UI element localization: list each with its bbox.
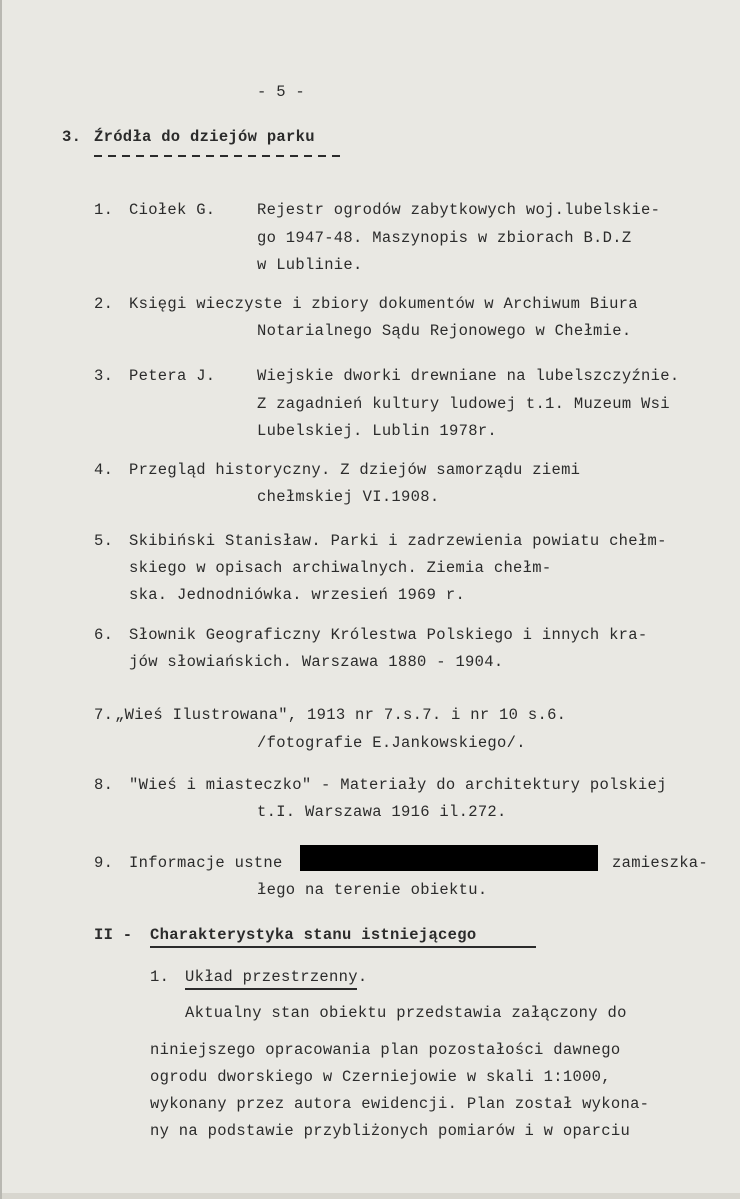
source-5-line-1: Skibiński Stanisław. Parki i zadrzewienia powiatu chełm-: [129, 532, 667, 550]
section-3-heading: Źródła do dziejów parku: [94, 128, 315, 146]
section-2-underline: [150, 946, 536, 948]
page-number: - 5 -: [257, 83, 306, 101]
source-8-line-2: t.I. Warszawa 1916 il.272.: [257, 803, 507, 821]
paragraph-line-5: ny na podstawie przybliżonych pomiarów i w oparciu: [150, 1122, 631, 1140]
source-2-line-2: Notarialnego Sądu Rejonowego w Chełmie.: [257, 322, 632, 340]
source-6-line-2: jów słowiańskich. Warszawa 1880 - 1904.: [129, 653, 504, 671]
source-9-line-2: łego na terenie obiektu.: [257, 881, 488, 899]
source-4-line-2: chełmskiej VI.1908.: [257, 488, 440, 506]
subsection-1-underline: [185, 988, 357, 990]
source-3-line-1: Wiejskie dworki drewniane na lubelszczyźnie.: [257, 367, 680, 385]
section-3-number: 3.: [62, 128, 82, 146]
source-9-line-1-end: zamieszka-: [612, 854, 709, 872]
source-7-number: 7.: [94, 706, 114, 724]
source-1-line-3: w Lublinie.: [257, 256, 363, 274]
source-3-number: 3.: [94, 367, 114, 385]
source-9-number: 9.: [94, 854, 114, 872]
source-3-line-2: Z zagadnień kultury ludowej t.1. Muzeum Wsi: [257, 395, 670, 413]
source-7-line-1: „Wieś Ilustrowana", 1913 nr 7.s.7. i nr 10 s.6.: [115, 706, 567, 724]
subsection-1-number: 1.: [150, 968, 170, 986]
source-4-line-1: Przegląd historyczny. Z dziejów samorządu ziemi: [129, 461, 581, 479]
source-6-number: 6.: [94, 626, 114, 644]
source-5-line-3: ska. Jednodniówka. wrzesień 1969 r.: [129, 586, 466, 604]
source-2-number: 2.: [94, 295, 114, 313]
source-9-line-1-start: Informacje ustne: [129, 854, 283, 872]
source-1-line-2: go 1947-48. Maszynopis w zbiorach B.D.Z: [257, 229, 632, 247]
source-7-line-2: /fotografie E.Jankowskiego/.: [257, 734, 526, 752]
subsection-1-heading: Układ przestrzenny.: [185, 968, 368, 986]
section-2-number: II -: [94, 926, 133, 944]
section-2-heading: Charakterystyka stanu istniejącego: [150, 926, 477, 944]
page-bottom-edge: [2, 1193, 740, 1199]
source-8-number: 8.: [94, 776, 114, 794]
source-2-line-1: Księgi wieczyste i zbiory dokumentów w Archiwum Biura: [129, 295, 638, 313]
section-3-dashed-underline: [94, 155, 342, 157]
source-5-line-2: skiego w opisach archiwalnych. Ziemia chełm-: [129, 559, 552, 577]
source-4-number: 4.: [94, 461, 114, 479]
source-8-line-1: "Wieś i miasteczko" - Materiały do architektury polskiej: [129, 776, 667, 794]
source-3-line-3: Lubelskiej. Lublin 1978r.: [257, 422, 498, 440]
paragraph-line-2: niniejszego opracowania plan pozostałości dawnego: [150, 1041, 621, 1059]
paragraph-line-4: wykonany przez autora ewidencji. Plan został wykona-: [150, 1095, 650, 1113]
redaction-bar: [300, 845, 598, 871]
source-1-author: Ciołek G.: [129, 201, 216, 219]
paragraph-line-1: Aktualny stan obiektu przedstawia załączony do: [185, 1004, 627, 1022]
source-1-number: 1.: [94, 201, 114, 219]
source-1-line-1: Rejestr ogrodów zabytkowych woj.lubelskie-: [257, 201, 661, 219]
source-3-author: Petera J.: [129, 367, 216, 385]
paragraph-line-3: ogrodu dworskiego w Czerniejowie w skali 1:1000,: [150, 1068, 611, 1086]
source-5-number: 5.: [94, 532, 114, 550]
source-6-line-1: Słownik Geograficzny Królestwa Polskiego i innych kra-: [129, 626, 648, 644]
